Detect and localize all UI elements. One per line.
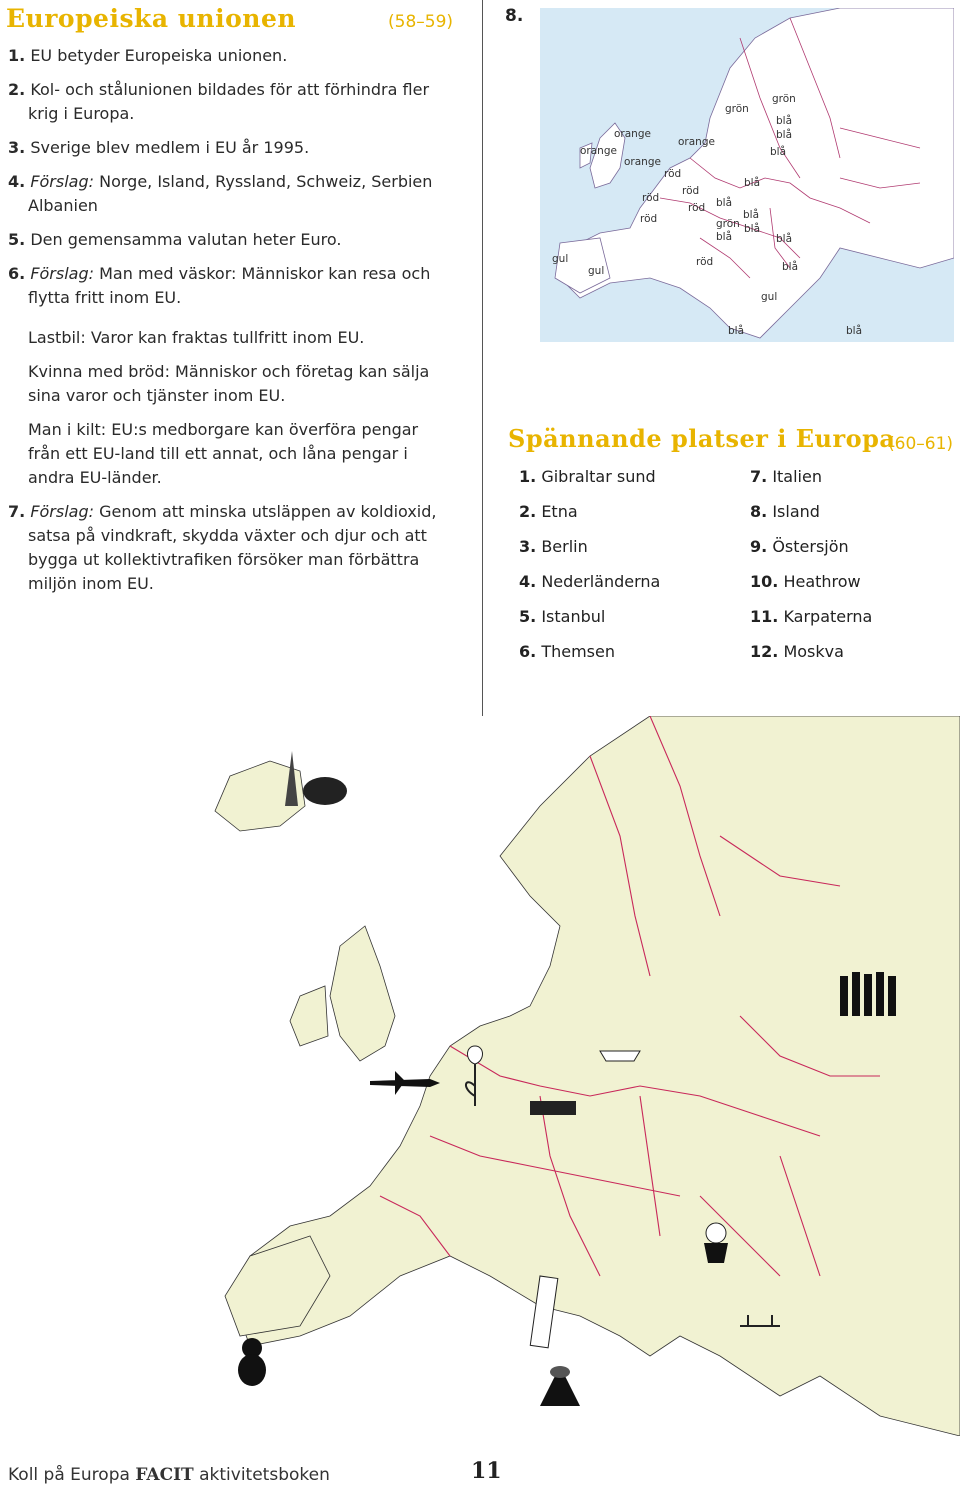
map-label-bla: blå [743, 209, 760, 221]
answer-line: Genom att minska utsläppen av koldioxid, [94, 502, 437, 521]
footer-brand: FACIT [135, 1465, 194, 1485]
answer-item-6 [8, 262, 430, 310]
places-list-left [519, 467, 660, 677]
place-num: 4. [519, 572, 537, 591]
map-label-rod: röd [664, 168, 682, 180]
section-title-places: Spännande platser i Europa [508, 424, 896, 453]
map-label-bla: blå [782, 261, 799, 273]
map-label-gron: grön [725, 103, 749, 115]
section-pages-eu: (58–59) [388, 12, 454, 32]
answer-num: 4. [8, 172, 26, 191]
answer-line [8, 228, 341, 252]
place-item [750, 607, 872, 642]
place-name: Themsen [541, 642, 615, 661]
place-name: Island [772, 502, 820, 521]
answer-line [8, 78, 429, 102]
map-label-rod: röd [696, 256, 714, 268]
map-label-gul: gul [761, 291, 778, 303]
place-name: Gibraltar sund [541, 467, 656, 486]
answer-num: 1. [8, 46, 26, 65]
answer-num: 6. [8, 264, 26, 283]
place-num: 1. [519, 467, 537, 486]
section-pages-places: (60–61) [888, 434, 954, 454]
map-label-rod: röd [640, 213, 658, 225]
place-name: Heathrow [783, 572, 861, 591]
para-man-line: från ett EU-land till ett annat, och låna pengar i [28, 444, 408, 463]
place-item [750, 572, 872, 607]
answer-text: Man med väskor: Människor kan resa och [94, 264, 431, 283]
map-label-gron: grön [716, 218, 740, 230]
answer-num: 7. [8, 502, 26, 521]
para-lastbil-text: Lastbil: Varor kan fraktas tullfritt inom EU. [28, 328, 365, 347]
footer-book-title [8, 1465, 330, 1485]
brick-wall-icon [530, 1101, 576, 1115]
map-label-orange: orange [624, 156, 661, 168]
answer-num: 2. [8, 80, 26, 99]
map-8-number: 8. [505, 6, 524, 26]
para-man [28, 418, 458, 490]
map-label-bla: blå [744, 177, 761, 189]
map-label-bla: blå [776, 129, 793, 141]
map-label-orange: orange [678, 136, 715, 148]
map-label-orange: orange [614, 128, 651, 140]
answer-text: Sverige blev medlem i EU år 1995. [30, 138, 310, 157]
answer-line [8, 136, 309, 160]
map-label-rod: röd [688, 202, 706, 214]
place-num: 9. [750, 537, 768, 556]
answer-item-5 [8, 228, 341, 252]
place-name: Italien [772, 467, 822, 486]
answer-num: 3. [8, 138, 26, 157]
para-kvinna-line: sina varor och tjänster inom EU. [28, 386, 286, 405]
map-label-rod: röd [642, 192, 660, 204]
place-item [750, 537, 872, 572]
answer-item-1 [8, 44, 287, 68]
answer-prefix: Förslag: [30, 172, 95, 191]
answer-text: Den gemensamma valutan heter Euro. [30, 230, 342, 249]
answer-line: satsa på vindkraft, skydda växter och djur och att [28, 526, 427, 545]
para-man-line: andra EU-länder. [28, 468, 162, 487]
para-kvinna-line: Kvinna med bröd: Människor och företag kan sälja [28, 362, 430, 381]
ferry-icon [600, 1051, 640, 1061]
answer-item-7 [8, 500, 468, 596]
section-title-eu: Europeiska unionen [6, 4, 297, 33]
footer-pre: Koll på Europa [8, 1465, 136, 1485]
page-number: 11 [471, 1458, 502, 1484]
para-man-line: Man i kilt: EU:s medborgare kan överföra pengar [28, 420, 419, 439]
place-item [750, 502, 872, 537]
answer-text: EU betyder Europeiska unionen. [30, 46, 288, 65]
answer-line: flytta fritt inom EU. [28, 288, 182, 307]
europe-activity-map [180, 716, 960, 1436]
map-label-orange: orange [580, 145, 617, 157]
place-item [519, 502, 660, 537]
place-num: 11. [750, 607, 779, 626]
dracula-icon [704, 1223, 728, 1263]
para-kvinna [28, 360, 458, 408]
map-label-bla: blå [744, 223, 761, 235]
answer-item-4 [8, 170, 432, 218]
place-name: Berlin [541, 537, 588, 556]
place-item [519, 642, 660, 677]
place-num: 8. [750, 502, 768, 521]
place-num: 3. [519, 537, 537, 556]
answer-item-3 [8, 136, 309, 160]
map-label-bla: blå [846, 325, 863, 337]
answer-line: bygga ut kollektivtrafiken försöker man förbättra [28, 550, 420, 569]
map-label-bla: blå [776, 233, 793, 245]
place-num: 12. [750, 642, 779, 661]
map-label-gron: grön [772, 93, 796, 105]
answer-text: Norge, Island, Ryssland, Schweiz, Serbien [94, 172, 433, 191]
place-num: 5. [519, 607, 537, 626]
answer-line [8, 262, 430, 286]
answer-text: Kol- och stålunionen bildades för att förhindra fler [30, 80, 430, 99]
place-item [750, 467, 872, 502]
map-label-bla: blå [770, 146, 787, 158]
answer-prefix: Förslag: [30, 502, 95, 521]
place-num: 2. [519, 502, 537, 521]
place-num: 7. [750, 467, 768, 486]
answer-line [8, 170, 432, 194]
map-label-bla: blå [728, 325, 745, 337]
map-label-gul: gul [552, 253, 569, 265]
place-name: Moskva [783, 642, 844, 661]
answer-prefix: Förslag: [30, 264, 95, 283]
place-name: Nederländerna [541, 572, 661, 591]
place-item [519, 537, 660, 572]
answer-line: miljön inom EU. [28, 574, 154, 593]
places-list-right [750, 467, 872, 677]
place-name: Istanbul [541, 607, 606, 626]
answer-item-2 [8, 78, 429, 126]
place-name: Etna [541, 502, 578, 521]
footer-post: aktivitetsboken [193, 1465, 330, 1485]
place-num: 10. [750, 572, 779, 591]
place-item [519, 572, 660, 607]
answer-num: 5. [8, 230, 26, 249]
map-label-bla: blå [716, 197, 733, 209]
place-item [519, 467, 660, 502]
place-name: Östersjön [772, 537, 849, 556]
map-label-bla: blå [776, 115, 793, 127]
eu-colored-map [540, 8, 954, 342]
place-name: Karpaterna [783, 607, 873, 626]
para-lastbil [28, 326, 458, 350]
place-num: 6. [519, 642, 537, 661]
place-item [519, 607, 660, 642]
map-label-bla: blå [716, 231, 733, 243]
answer-line: Albanien [28, 196, 98, 215]
map-label-rod: röd [682, 185, 700, 197]
map-label-gul: gul [588, 265, 605, 277]
answer-line: krig i Europa. [28, 104, 135, 123]
answer-line [8, 44, 287, 68]
place-item [750, 642, 872, 677]
